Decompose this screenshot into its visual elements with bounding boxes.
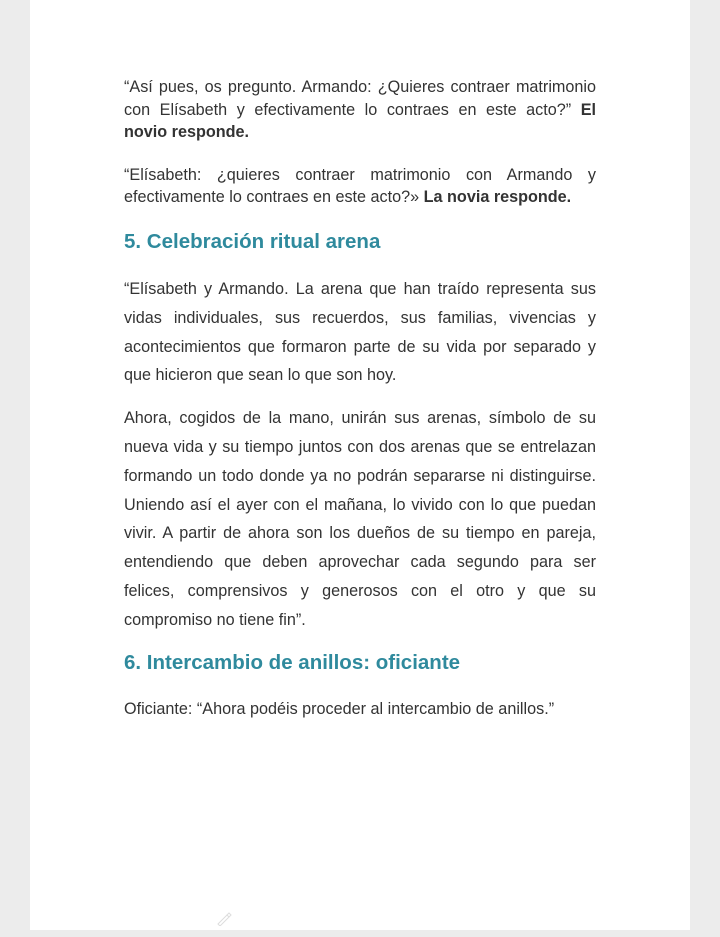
groom-responds-note: El novio responde. (124, 100, 596, 142)
paragraph-officiant-rings: Oficiante: “Ahora podéis proceder al intercambio de anillos.” (124, 699, 555, 718)
paragraph-text: “Así pues, os pregunto. Armando: ¿Quieres contraer matrimonio con Elísabeth y efectivamente lo contraes en este acto?” (124, 78, 596, 119)
section-heading-ring-exchange: 6. Intercambio de anillos: oficiante (124, 650, 461, 674)
paragraph-groom-question (124, 76, 596, 144)
paragraph-text: “Elísabeth: ¿quieres contraer matrimonio con Armando y efectivamente lo contraes en este acto?» (124, 165, 596, 207)
pen-icon (216, 912, 232, 926)
paragraph-bride-question (124, 164, 596, 209)
bride-responds-note: La novia responde. (423, 188, 572, 207)
document-page (30, 0, 690, 930)
document-content (124, 76, 596, 723)
section-heading-sand-ritual: 5. Celebración ritual arena (124, 229, 381, 253)
paragraph-sand-meaning: “Elísabeth y Armando. La arena que han traído representa sus vidas individuales, sus recuerdos, sus familias, vivencias y acontecimientos que formaron parte de su vida por separado y que hicieron que sean lo que son hoy. (124, 279, 596, 385)
paragraph-sand-union: Ahora, cogidos de la mano, unirán sus arenas, símbolo de su nueva vida y su tiempo juntos con dos arenas que se entrelazan formando un todo donde ya no podrán separarse ni distinguirse. Uniendo así el ayer con el mañana, lo vivido con lo que puedan vivir. A partir de ahora son los dueños de su tiempo en pareja, entendiendo que deben aprovechar cada segundo para ser felices, comprensivos y generosos con el otro y que su compromiso no tiene fin”. (124, 409, 596, 629)
